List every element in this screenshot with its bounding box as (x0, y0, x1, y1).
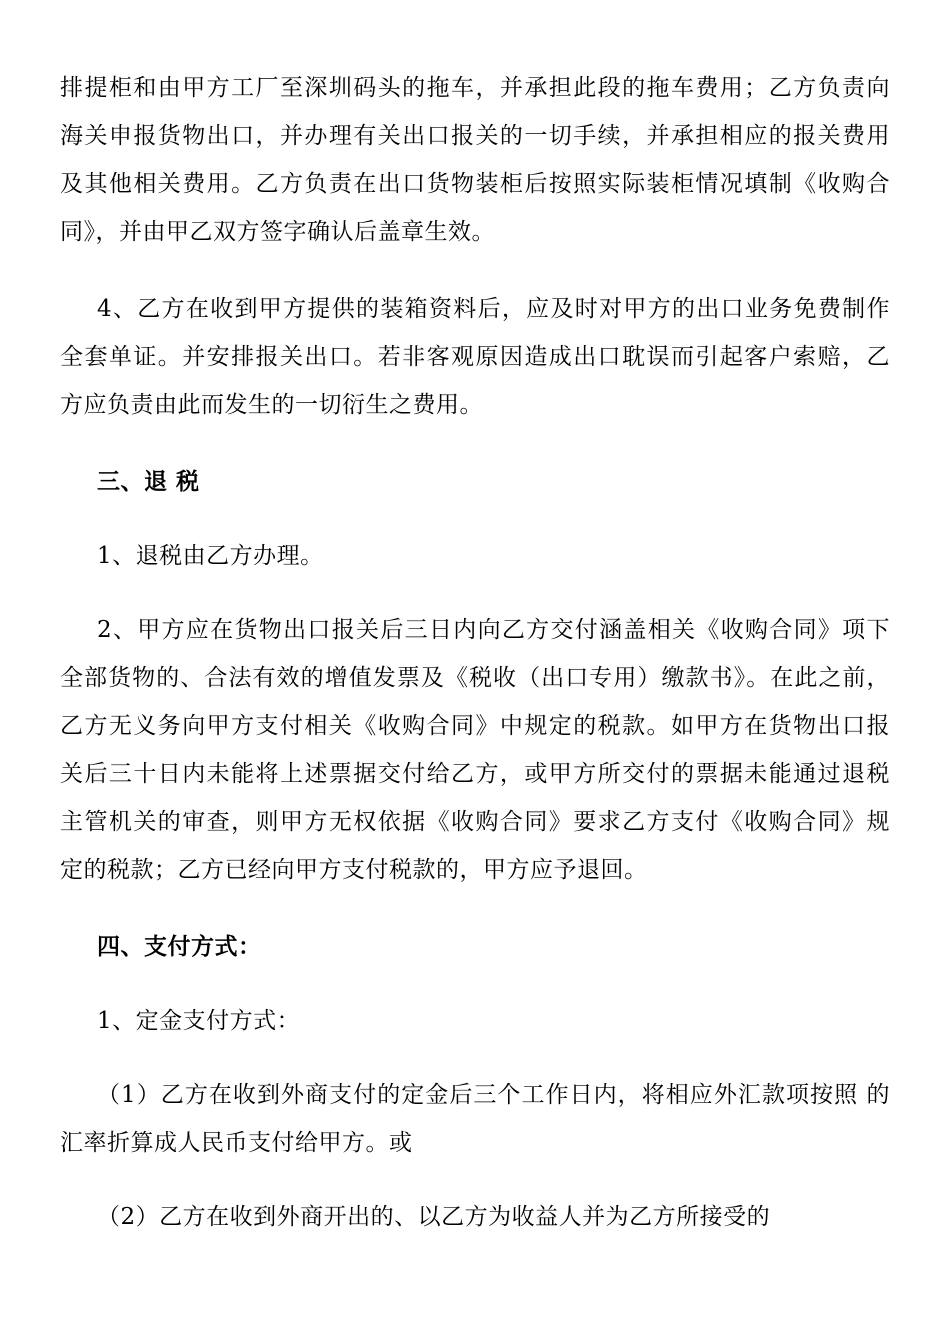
paragraph-line: 2、甲方应在货物出口报关后三日内向乙方交付涵盖相关《收购合同》项下 (97, 617, 890, 643)
paragraph-line: 1、退税由乙方办理。 (97, 543, 324, 569)
section-heading: 三、退 税 (97, 468, 200, 495)
paragraph-line: （2）乙方在收到外商开出的、以乙方为收益人并为乙方所接受的 (97, 1204, 771, 1230)
paragraph-line: 排提柜和由甲方工厂至深圳码头的拖车，并承担此段的拖车费用；乙方负责向 (60, 75, 890, 101)
paragraph-line: 定的税款；乙方已经向甲方支付税款的，甲方应予退回。 (60, 857, 648, 883)
paragraph-line: 全部货物的、合法有效的增值发票及《税收（出口专用）缴款书》。在此之前， (60, 665, 890, 691)
paragraph-line: 主管机关的审查，则甲方无权依据《收购合同》要求乙方支付《收购合同》规 (60, 809, 890, 835)
section-heading: 四、支付方式： (97, 933, 262, 960)
paragraph-line: （1）乙方在收到外商支付的定金后三个工作日内，将相应外汇款项按照 的 (97, 1082, 890, 1108)
paragraph-line: 方应负责由此而发生的一切衍生之费用。 (60, 392, 483, 418)
paragraph-line: 全套单证。并安排报关出口。若非客观原因造成出口耽误而引起客户索赔，乙 (60, 344, 890, 370)
paragraph-line: 及其他相关费用。乙方负责在出口货物装柜后按照实际装柜情况填制《收购合 (60, 171, 890, 197)
paragraph-line: 关后三十日内未能将上述票据交付给乙方，或甲方所交付的票据未能通过退税 (60, 761, 890, 787)
paragraph-line: 汇率折算成人民币支付给甲方。或 (60, 1130, 413, 1156)
paragraph-line: 1、定金支付方式： (97, 1008, 301, 1034)
paragraph-line: 同》，并由甲乙双方签字确认后盖章生效。 (60, 219, 495, 245)
paragraph-line: 乙方无义务向甲方支付相关《收购合同》中规定的税款。如甲方在货物出口报 (60, 713, 890, 739)
paragraph-line: 4、乙方在收到甲方提供的装箱资料后，应及时对甲方的出口业务免费制作 (97, 296, 890, 322)
paragraph-line: 海关申报货物出口，并办理有关出口报关的一切手续，并承担相应的报关费用 (60, 123, 890, 149)
